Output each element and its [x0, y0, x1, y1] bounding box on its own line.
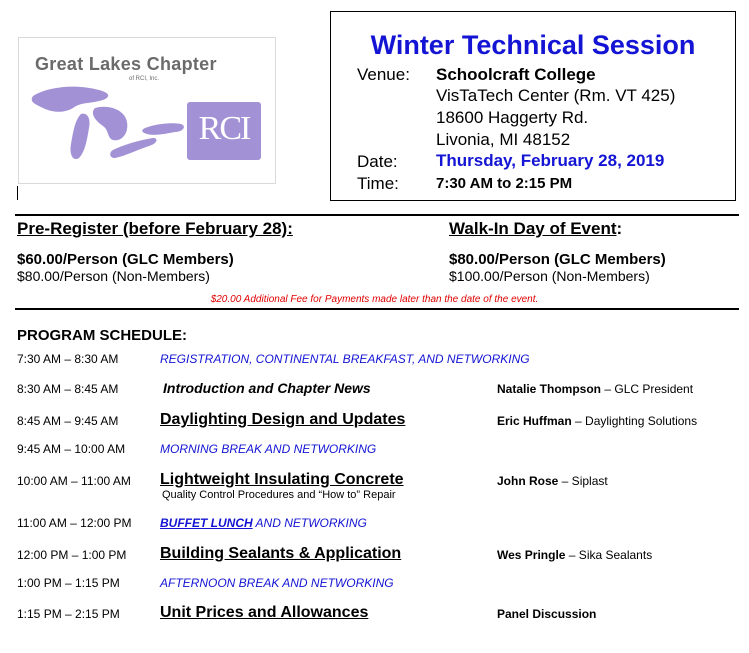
schedule-item-morning-break: MORNING BREAK AND NETWORKING: [160, 442, 377, 456]
logo-subtitle: of RCI, Inc.: [129, 76, 160, 82]
great-lakes-map-icon: [29, 84, 189, 176]
schedule-item-afternoon-break: AFTERNOON BREAK AND NETWORKING: [160, 576, 394, 590]
lunch-suffix: AND NETWORKING: [252, 516, 367, 530]
schedule-time: 7:30 AM – 8:30 AM: [17, 352, 119, 366]
schedule-item-unit-prices: Unit Prices and Allowances: [160, 604, 369, 621]
divider-top: [15, 214, 739, 216]
divider-bottom: [15, 308, 739, 310]
text-cursor: [17, 186, 18, 200]
schedule-item-concrete: Lightweight Insulating Concrete: [160, 471, 404, 488]
speaker-affiliation: – GLC President: [601, 382, 694, 396]
lunch-label: BUFFET LUNCH: [160, 516, 253, 530]
speaker: [497, 607, 596, 621]
speaker: [497, 474, 608, 488]
speaker-name: Wes Pringle: [497, 548, 566, 562]
speaker: [497, 414, 697, 428]
rci-badge-text: RCI: [198, 110, 250, 147]
rci-badge: [187, 102, 261, 160]
speaker-name: John Rose: [497, 474, 559, 488]
venue-label: Venue:: [357, 65, 410, 84]
venue-street: 18600 Haggerty Rd.: [436, 108, 589, 127]
walkin-member-price: $80.00/Person (GLC Members): [449, 251, 666, 268]
schedule-item-subtitle: Quality Control Procedures and “How to” Repair: [162, 489, 396, 501]
schedule-time: 11:00 AM – 12:00 PM: [17, 516, 132, 530]
speaker-affiliation: – Daylighting Solutions: [571, 414, 698, 428]
program-heading: PROGRAM SCHEDULE:: [17, 327, 188, 344]
schedule-item-lunch: [160, 516, 367, 530]
walkin-nonmember-price: $100.00/Person (Non-Members): [449, 268, 650, 284]
speaker-name: Panel Discussion: [497, 607, 597, 621]
schedule-time: 8:45 AM – 9:45 AM: [17, 414, 119, 428]
schedule-time: 12:00 PM – 1:00 PM: [17, 548, 127, 562]
walkin-heading-text: Walk-In Day of Event: [449, 219, 617, 238]
logo-title: Great Lakes Chapter: [35, 54, 217, 74]
speaker-affiliation: – Siplast: [558, 474, 608, 488]
speaker-name: Eric Huffman: [497, 414, 572, 428]
late-fee-note: $20.00 Additional Fee for Payments made later than the date of the event.: [210, 294, 539, 305]
speaker: [497, 548, 652, 562]
pre-nonmember-price: $80.00/Person (Non-Members): [17, 268, 210, 284]
schedule-time: 1:00 PM – 1:15 PM: [17, 576, 120, 590]
speaker: [497, 382, 693, 396]
venue-city: Livonia, MI 48152: [436, 130, 571, 149]
chapter-logo: [18, 37, 276, 184]
walkin-heading: [449, 219, 622, 239]
schedule-time: 8:30 AM – 8:45 AM: [17, 382, 119, 396]
pre-register-heading: Pre-Register (before February 28):: [17, 219, 293, 238]
date-label: Date:: [357, 152, 398, 171]
schedule-item-daylighting: Daylighting Design and Updates: [160, 411, 406, 428]
schedule-item-sealants: Building Sealants & Application: [160, 545, 402, 562]
schedule-time: 10:00 AM – 11:00 AM: [17, 474, 131, 488]
date-value: Thursday, February 28, 2019: [436, 151, 665, 170]
event-info-box: [330, 11, 736, 201]
venue-name: Schoolcraft College: [436, 65, 596, 84]
venue-room: VisTaTech Center (Rm. VT 425): [436, 86, 676, 105]
event-title: Winter Technical Session: [370, 30, 696, 60]
pre-member-price: $60.00/Person (GLC Members): [17, 251, 234, 268]
schedule-item-introduction: Introduction and Chapter News: [163, 380, 371, 396]
time-value: 7:30 AM to 2:15 PM: [436, 175, 573, 192]
speaker-name: Natalie Thompson: [497, 382, 602, 396]
schedule-time: 9:45 AM – 10:00 AM: [17, 442, 126, 456]
time-label: Time:: [357, 174, 399, 193]
walkin-heading-colon: :: [616, 219, 623, 238]
schedule-item-registration: REGISTRATION, CONTINENTAL BREAKFAST, AND NETWORKING: [160, 352, 530, 366]
speaker-affiliation: – Sika Sealants: [565, 548, 653, 562]
schedule-time: 1:15 PM – 2:15 PM: [17, 607, 120, 621]
